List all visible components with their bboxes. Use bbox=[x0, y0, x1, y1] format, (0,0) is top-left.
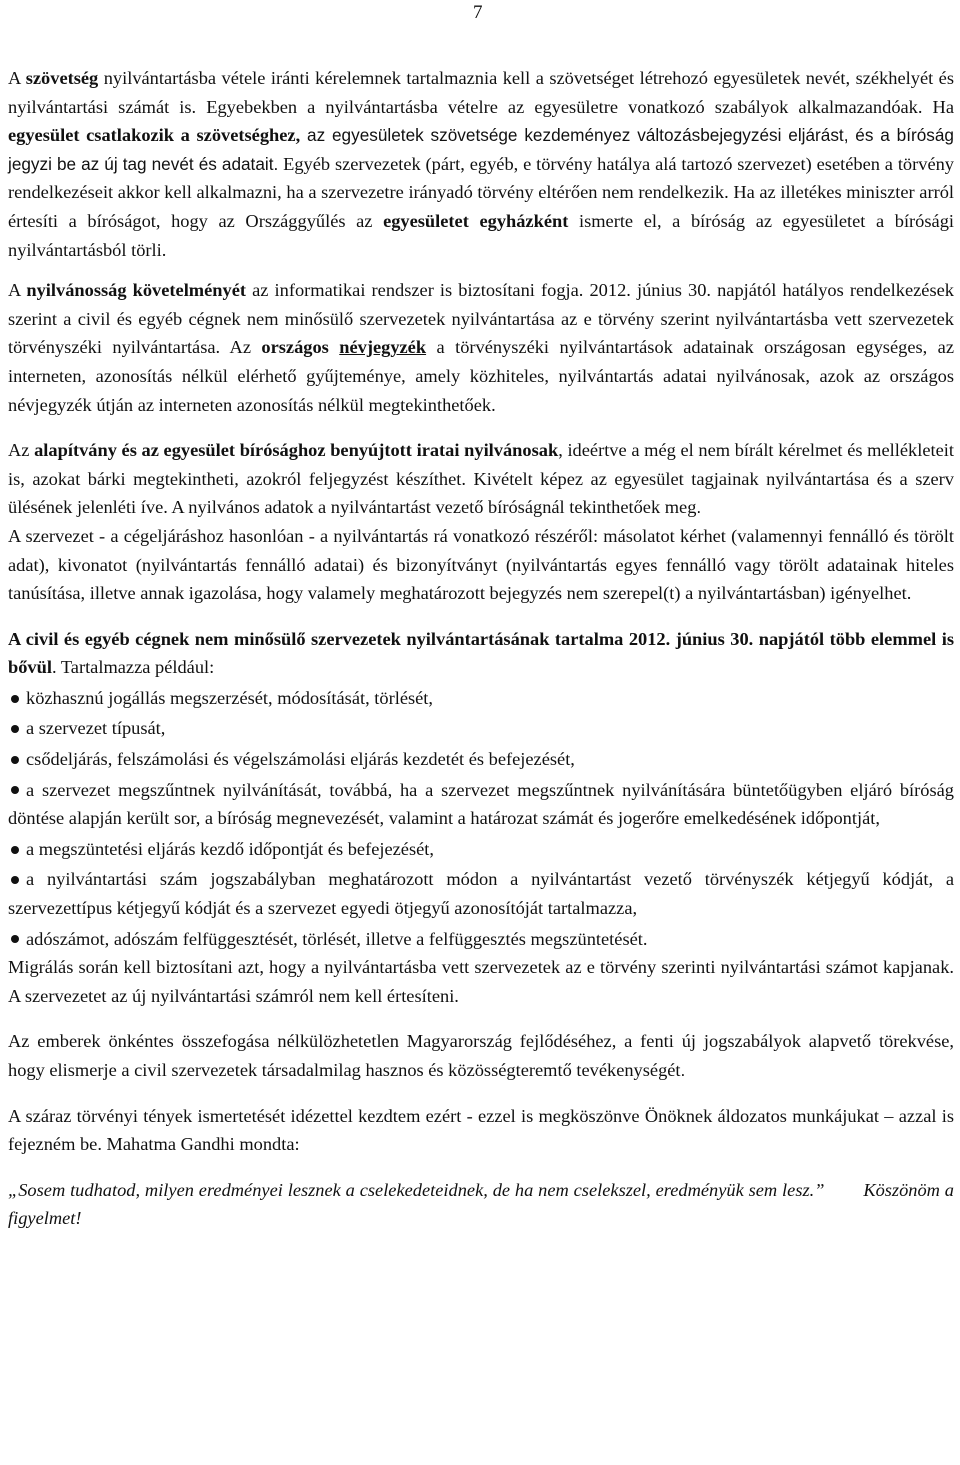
paragraph-quote bbox=[8, 1176, 954, 1233]
text-run: az egyesületek szövetsége kezdeményez változásbejegyzési eljárást, és a bíróság jegyzi be az új tag nevét és adatait. bbox=[8, 125, 954, 174]
bold-term: egyesület csatlakozik a szövetséghez, bbox=[8, 125, 301, 146]
text-run: a törvényszéki nyilvántartások adatainak országosan egységes, az interneten, azonosítás nélkül elérhető gyűjteménye, amely közhiteles, nyilvántartás adatai nyilvánosak, azok az országos névjegyzék útján az interneten azonosítás nélkül megtekinthetőek. bbox=[8, 337, 954, 415]
text-run: Egyéb szervezetek (párt, egyéb, e törvény hatálya alá tartozó szervezet) esetében a törvény rendelkezéseit akkor kell alkalmazni, ha a szervezetre irányadó törvény eltérően nem rendelkezik. bbox=[8, 153, 954, 203]
bullet-icon bbox=[11, 695, 19, 703]
text-run: . Tartalmazza például: bbox=[51, 657, 215, 678]
text-run: az informatikai rendszer is biztosítani fogja. 2012. június 30. napjától hatályos rendelkezések szerint a civil és egyéb cégnek nem minősülő szervezetek nyilvántartása az e törvény szerint nyilvántartásba vett szervezetek törvényszéki nyilvántartása. Az bbox=[8, 280, 954, 358]
list-item-text: adószámot, adószám felfüggesztését, törlését, illetve a felfüggesztés megszüntetését. bbox=[26, 928, 648, 949]
closing-thanks: Köszönöm a figyelmet! bbox=[8, 1179, 955, 1229]
text-run: A bbox=[8, 280, 27, 301]
list-item-text: közhasznú jogállás megszerzését, módosítását, törlését, bbox=[26, 687, 434, 708]
text-run: nyilvántartásba vétele iránti kérelemnek tartalmaznia kell a szövetséget létrehozó egyesületek nevét, székhelyét és nyilvántartási számát is. Egyebekben a nyilvántartásba vételre az egyesületre vonatkozó szabályok alkalmazandóak. Ha bbox=[8, 68, 954, 117]
text-run: Az bbox=[8, 440, 35, 461]
bold-term: A civil és egyéb cégnek nem minősülő szervezetek nyilvántartásának tartalma 2012. június 30. napjától több elemmel is bővül bbox=[8, 628, 954, 678]
list-item-text: csődeljárás, felszámolási és végelszámolási eljárás kezdetét és befejezését, bbox=[26, 749, 575, 770]
list-item bbox=[8, 682, 954, 713]
text-run: Az emberek önkéntes összefogása nélkülözhetetlen Magyarország fejlődéséhez, a fenti új jogszabályok alapvető törekvése, hogy elismerje a civil szervezetek társadalmilag hasznos és közösségteremtő tevékenységét bbox=[8, 1031, 954, 1080]
page-number: 7 bbox=[473, 2, 483, 23]
text-run: Ha az illetékes miniszter arról értesíti a bíróságot, hogy az Országgyűlés az bbox=[8, 182, 955, 231]
gandhi-quote: „Sosem tudhatod, milyen eredményei lesznek a cselekedeteidnek, de ha nem cselekszel, eredményük sem lesz.” bbox=[8, 1179, 825, 1200]
list-item-text: a szervezet típusát, bbox=[26, 718, 166, 739]
list-item-text: a nyilvántartási szám jogszabályban meghatározott módon a nyilvántartást vezető törvényszék kétjegyű kódját, a szervezettípus kétjegyű kódját és a szervezet egyedi ötjegyű azonosítóját tartalmazza, bbox=[8, 869, 954, 919]
text-run: . bbox=[696, 497, 702, 518]
bullet-icon bbox=[11, 876, 19, 884]
text-run: A bbox=[8, 68, 26, 88]
list-item-text: a megszüntetési eljárás kezdő időpontját és befejezését, bbox=[26, 838, 434, 859]
bullet-icon bbox=[11, 725, 19, 733]
list-item bbox=[8, 833, 954, 864]
bold-term: nyilvánosság követelményét bbox=[26, 280, 247, 301]
bold-underlined-term: névjegyzék bbox=[339, 337, 427, 358]
document-body bbox=[8, 64, 954, 1233]
list-item bbox=[8, 863, 954, 922]
bullet-list bbox=[8, 682, 954, 953]
bold-term: országos bbox=[261, 337, 329, 358]
text-run: . bbox=[680, 1060, 686, 1080]
list-item bbox=[8, 743, 954, 774]
paragraph-masolat: A szervezet - a cégeljáráshoz hasonlóan - a nyilvántartás rá vonatkozó részéről: másolatot kérhet (valamennyi fennálló és törölt adat), kivonatot (nyilvántartás fennálló adatai) és bizonyítványt (nyilvántartás egyes fennálló vagy törölt adatainak hiteles tanúsítása, illetve annak igazolása, hogy valamely meghatározott bejegyzés nem szerepel(t) a nyilvántartásban) igényelhet. bbox=[8, 525, 954, 604]
list-item bbox=[8, 923, 954, 954]
paragraph-gandhi-intro: A száraz törvényi tények ismertetését idézettel kezdtem ezért - ezzel is megköszönve Önöknek áldozatos munkájukat – azzal is fejezném be. Mahatma Gandhi mondta: bbox=[8, 1105, 954, 1155]
text-run: , ideértve a még el nem bírált kérelmet és mellékleteit is, azokat bárki megtekintheti, azokról feljegyzést készíthet. Kivételt képez az egyesület tagjainak nyilvántartása és a szerv ülésének jelenléti íve. A nyilvános adatok a nyilvántartást vezető bíróságnál tekinthetőek meg bbox=[8, 440, 954, 518]
bold-term: szövetség bbox=[25, 68, 99, 88]
paragraph-iratok bbox=[8, 436, 954, 522]
text-run bbox=[329, 337, 339, 357]
bullet-icon bbox=[11, 935, 19, 943]
list-item bbox=[8, 712, 954, 743]
bullet-icon bbox=[11, 756, 19, 764]
bold-term: alapítvány és az egyesület bírósághoz benyújtott iratai nyilvánosak bbox=[34, 440, 559, 461]
list-item bbox=[8, 774, 954, 833]
paragraph-nyilvanossag bbox=[8, 276, 954, 419]
text-run: ismerte el, a bíróság az egyesületet a bírósági nyilvántartásból törli. bbox=[8, 210, 954, 260]
paragraph-osszefogas bbox=[8, 1027, 954, 1084]
paragraph-szovetseg bbox=[8, 64, 954, 264]
paragraph-tartalom bbox=[8, 625, 954, 682]
list-item-text: a szervezet megszűntnek nyilvánítását, továbbá, ha a szervezet megszűntnek nyilvánítására büntetőügyben eljáró bíróság döntése alapján került sor, a bíróság megnevezését, valamint a határozat számát és jogerőre emelkedésének időpontját, bbox=[8, 779, 954, 829]
bullet-icon bbox=[11, 786, 19, 794]
paragraph-migralas: Migrálás során kell biztosítani azt, hogy a nyilvántartásba vett szervezetek az e törvény szerinti nyilvántartási számot kapjanak. A szervezetet az új nyilvántartási számról nem kell értesíteni. bbox=[8, 957, 954, 1006]
bold-term: egyesületet egyházként bbox=[383, 210, 569, 231]
bullet-icon bbox=[11, 846, 19, 854]
